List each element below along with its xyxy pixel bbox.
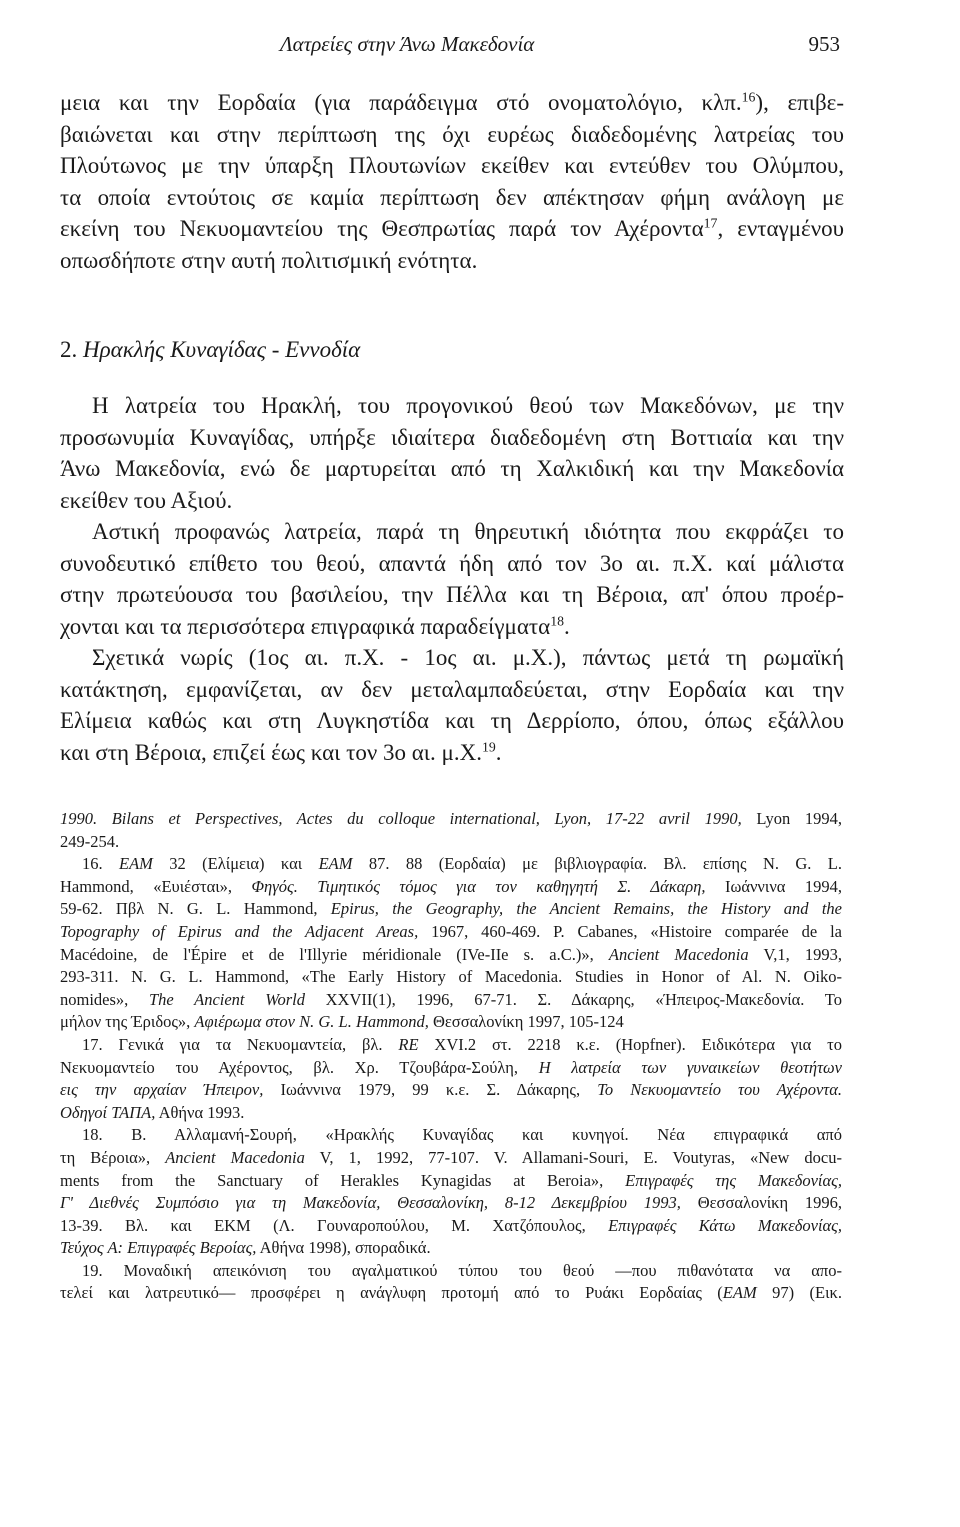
text-line-text: . <box>495 739 502 765</box>
footnote-line-text: Macédoine, de l'Épire et de l'Illyrie méridionale (IVe-IIe s. a.C.)», <box>60 944 609 964</box>
footnote-line-text: RE <box>398 1034 419 1054</box>
text-line-text: μεια και την Εορδαία (για παράδειγμα στό ονοματολόγιο, κλπ. <box>60 90 742 115</box>
footnote-line <box>60 831 842 854</box>
text-line-text: χονται και τα περισσότερα επιγραφικά παραδείγματα <box>60 613 551 639</box>
text-line <box>60 516 844 548</box>
footnote-line-text: V,1, 1993, <box>748 944 842 964</box>
footnote-line <box>60 1215 842 1238</box>
footnote-line <box>60 853 842 876</box>
footnote-line-text: Επιγραφές Κάτω Μακεδονίας, <box>608 1215 842 1235</box>
text-line-text: εκείνη του Νεκυομαντείου της Θεσπρωτίας παρά τον Αχέροντα <box>60 216 704 241</box>
footnote-line <box>60 921 842 944</box>
text-line-text: και στη Βέροια, επιζεί έως και τον 3ο αι. μ.Χ. <box>60 739 482 765</box>
footnote-line <box>60 808 842 831</box>
text-line <box>60 453 844 485</box>
footnote-line <box>60 989 842 1012</box>
footnote-line-text: Lyon 1994, <box>741 809 842 828</box>
footnote-line-text: Νεκυομαντείο του Αχέροντος, βλ. Χρ. Τζουβάρα-Σούλη, <box>60 1057 539 1077</box>
text-line-text: Πλούτωνος με την ύπαρξη Πλουτωνίων εκείθεν και εντεύθεν του Ολύμπου, <box>60 153 844 178</box>
footnote-line-text: Αθήνα 1998), σποραδικά. <box>256 1238 431 1258</box>
text-line <box>60 422 844 454</box>
footnote-line <box>60 1079 842 1102</box>
footnote-line-text: τη Βέροια», <box>60 1147 166 1167</box>
text-line-text: Αστική προφανώς λατρεία, παρά τη θηρευτική ιδιότητα που εκφράζει το <box>92 519 844 544</box>
footnote-line-text: τελεί και λατρευτικό— προσφέρει η ανάγλυφη προτομή από το Ρυάκι Εορδαίας ( <box>60 1283 723 1303</box>
footnote-line-text: Φηγός. Τιμητικός τόμος για τον καθηγητή Σ. Δάκαρη, <box>251 876 706 896</box>
footnote-ref: 18 <box>550 612 564 628</box>
footnote-line-text: 16. <box>82 854 120 874</box>
text-line <box>60 611 844 643</box>
text-line-text: στην πρωτεύουσα του βασιλείου, την Πέλλα και τη Βέροια, απ' όπου προέρ- <box>60 582 844 607</box>
text-line <box>60 213 844 245</box>
footnote-line-text: Η λατρεία των γυναικείων θεοτήτων <box>538 1057 842 1077</box>
text-line <box>60 548 844 580</box>
footnote-line-text: Hammond, «Ευιέσται», <box>60 876 252 896</box>
footnote-line-text: 32 (Ελίμεια) και <box>152 854 319 874</box>
footnote-line-text: XXVII(1), 1996, 67-71. Σ. Δάκαρης, «Ήπειρος-Μακεδονία. Το <box>304 989 842 1009</box>
page-number: 953 <box>808 32 840 56</box>
footnote-line-text: Ancient Macedonia <box>608 944 749 964</box>
footnote-line-text: Θεσσαλονίκη 1997, 105-124 <box>428 1012 624 1032</box>
footnote-line-text: Ιωάννινα 1994, <box>705 876 842 896</box>
text-line <box>60 642 844 674</box>
footnote-line <box>60 944 842 967</box>
text-line-text: Ελίμεια καθώς και στη Λυγκηστίδα και τη Δερρίοπο, όπου, όπως εξάλλου <box>60 708 844 733</box>
footnote-line-text: ments from the Sanctuary of Herakles Kynagidas at Beroia», <box>60 1170 626 1190</box>
footnote-line-text: ΕΑΜ <box>318 854 353 874</box>
text-line-text: , ενταγμένου <box>717 216 844 241</box>
footnote-line <box>60 1057 842 1080</box>
text-line-text: Η λατρεία του Ηρακλή, του προγονικού θεού των Μακεδόνων, με την <box>92 393 844 418</box>
footnote-line-text: 19. Μοναδική απεικόνιση του αγαλματικού τύπου του θεού —που πιθανότατα να απο- <box>82 1260 842 1280</box>
footnote-line <box>60 876 842 899</box>
footnote-line-text: nomides», <box>60 989 149 1009</box>
footnote-line-text: 17. Γενικά για τα Νεκυομαντεία, βλ. <box>82 1034 399 1054</box>
footnote-line <box>60 1011 842 1034</box>
footnote-line-text: μήλον της Έριδος», <box>60 1012 195 1032</box>
footnote-line-text: 249-254. <box>60 831 120 851</box>
footnote-line-text: 87. 88 (Εορδαία) με βιβλιογραφία. Βλ. επίσης N. G. L. <box>352 854 842 874</box>
footnote-line <box>60 1102 842 1125</box>
text-line <box>60 245 844 277</box>
footnote-line-text: ΕΑΜ <box>722 1283 757 1303</box>
footnote-line-text: Γ' Διεθνές Συμπόσιο για τη Μακεδονία, Θεσσαλονίκη, 8-12 Δεκεμβρίου 1993, <box>60 1193 681 1213</box>
text-line-text: Άνω Μακεδονία, ενώ δε μαρτυρείται από τη Χαλκιδική και την Μακεδονία <box>60 456 844 481</box>
footnote-line-text: 1967, 460-469. P. Cabanes, «Histoire comparée de la <box>418 921 842 941</box>
section-heading <box>60 334 844 366</box>
footnote-ref: 19 <box>481 738 496 754</box>
footnote-line-text: Αφιέρωμα στον N. G. L. Hammond, <box>194 1012 429 1032</box>
text-line <box>60 87 844 119</box>
text-line-text: προσωνυμία Κυναγίδας, υπήρξε ιδιαίτερα διαδεδομένη στη Βοττιαία και την <box>60 424 844 450</box>
footnote-line-text: 293-311. N. G. L. Hammond, «The Early History of Macedonia. Studies in Honor of Al. N. Oiko- <box>60 967 842 987</box>
text-line <box>60 485 844 517</box>
footnote-line-text: Αθήνα 1993. <box>155 1102 245 1122</box>
footnote-line-text: XVI.2 στ. 2218 κ.ε. (Hopfner). Ειδικότερα για το <box>418 1034 842 1054</box>
section-body <box>60 390 844 768</box>
text-line <box>60 579 844 611</box>
text-line-text: ), επιβε- <box>755 90 844 115</box>
text-line-text: συνοδευτικό επίθετο του θεού, απαντά ήδη από τον 3ο αι. π.Χ. καί μάλιστα <box>60 550 844 576</box>
footnote-line <box>60 1282 842 1305</box>
text-line-text: οπωσδήποτε στην αυτή πολιτισμική ενότητα. <box>60 247 478 273</box>
footnote-line-text: 59-62. Πβλ N. G. L. Hammond, <box>60 899 331 919</box>
footnote-line <box>60 1237 842 1260</box>
footnote-line-text: Τεύχος Α: Επιγραφές Βεροίας, <box>60 1238 257 1258</box>
footnote-ref: 17 <box>703 215 718 231</box>
footnotes <box>60 808 842 1305</box>
text-line-text: εκείθεν του Αξιού. <box>60 487 233 513</box>
footnote-line-text: Οδηγοί ΤΑΠΑ, <box>60 1102 156 1122</box>
text-line-text: Σχετικά νωρίς (1ος αι. π.Χ. - 1ος αι. μ.Χ.), πάντως μετά τη ρωμαϊκή <box>92 645 844 670</box>
footnote-line-text: V, 1, 1992, 77-107. V. Allamani-Souri, E. Voutyras, «New docu- <box>304 1147 842 1167</box>
footnote-line-text: Topography of Epirus and the Adjacent Areas, <box>60 921 419 941</box>
footnote-line-text: 97) (Εικ. <box>756 1283 842 1303</box>
text-line-text: . <box>563 613 570 639</box>
footnote-line-text: εις την αρχαίαν Ήπειρον, <box>60 1080 264 1100</box>
text-line <box>60 182 844 214</box>
footnote-line-text: 1990. Bilans et Perspectives, Actes du colloque international, Lyon, 17-22 avril 1990, <box>60 809 742 828</box>
section-title: Ηρακλής Κυναγίδας - Εννοδία <box>83 337 361 362</box>
text-line-text: κατάκτηση, εμφανίζεται, αν δεν μεταλαμπαδεύεται, στην Εορδαία και την <box>60 676 844 702</box>
text-line-text: βαιώνεται και στην περίπτωση της όχι ευρέως διαδεδομένης λατρείας του <box>60 121 844 147</box>
footnote-line <box>60 898 842 921</box>
footnote-line-text: The Ancient World <box>148 989 305 1009</box>
text-line <box>60 705 844 737</box>
footnote-line-text: ΕΑΜ <box>119 854 153 874</box>
footnote-line <box>60 1034 842 1057</box>
footnote-line-text: Ιωάννινα 1979, 99 κ.ε. Σ. Δάκαρης, <box>263 1080 598 1100</box>
section-number: 2. <box>60 337 78 362</box>
footnote-line-text: 18. Β. Αλλαμανή-Σουρή, «Ηρακλής Κυναγίδας και κυνηγοί. Νέα επιγραφικά από <box>82 1125 842 1145</box>
text-line <box>60 674 844 706</box>
footnote-line <box>60 1260 842 1283</box>
footnote-line <box>60 1192 842 1215</box>
footnote-line-text: 13-39. Βλ. και ΕΚΜ (Λ. Γουναροπούλου, Μ. Χατζόπουλος, <box>60 1215 609 1235</box>
footnote-line <box>60 1170 842 1193</box>
footnote-line-text: Ancient Macedonia <box>165 1147 305 1167</box>
running-title: Λατρείες στην Άνω Μακεδονία <box>280 32 535 56</box>
footnote-line <box>60 1124 842 1147</box>
footnote-line <box>60 1147 842 1170</box>
text-line <box>60 390 844 422</box>
text-line-text: τα οποία εντούτοις σε καμία περίπτωση δεν απέκτησαν φήμη ανάλογη με <box>60 184 844 210</box>
footnote-line-text: Epirus, the Geography, the Ancient Remains, the History and the <box>330 899 842 919</box>
footnote-ref: 16 <box>741 89 756 105</box>
footnote-line-text: Θεσσαλονίκη 1996, <box>680 1193 842 1213</box>
footnote-line-text: Επιγραφές της Μακεδονίας, <box>625 1170 842 1190</box>
running-header <box>60 28 840 62</box>
footnote-line <box>60 966 842 989</box>
intro-paragraph <box>60 87 844 276</box>
text-line <box>60 150 844 182</box>
text-line <box>60 737 844 769</box>
text-line <box>60 119 844 151</box>
footnote-line-text: Το Νεκυομαντείο του Αχέροντα. <box>597 1080 842 1100</box>
